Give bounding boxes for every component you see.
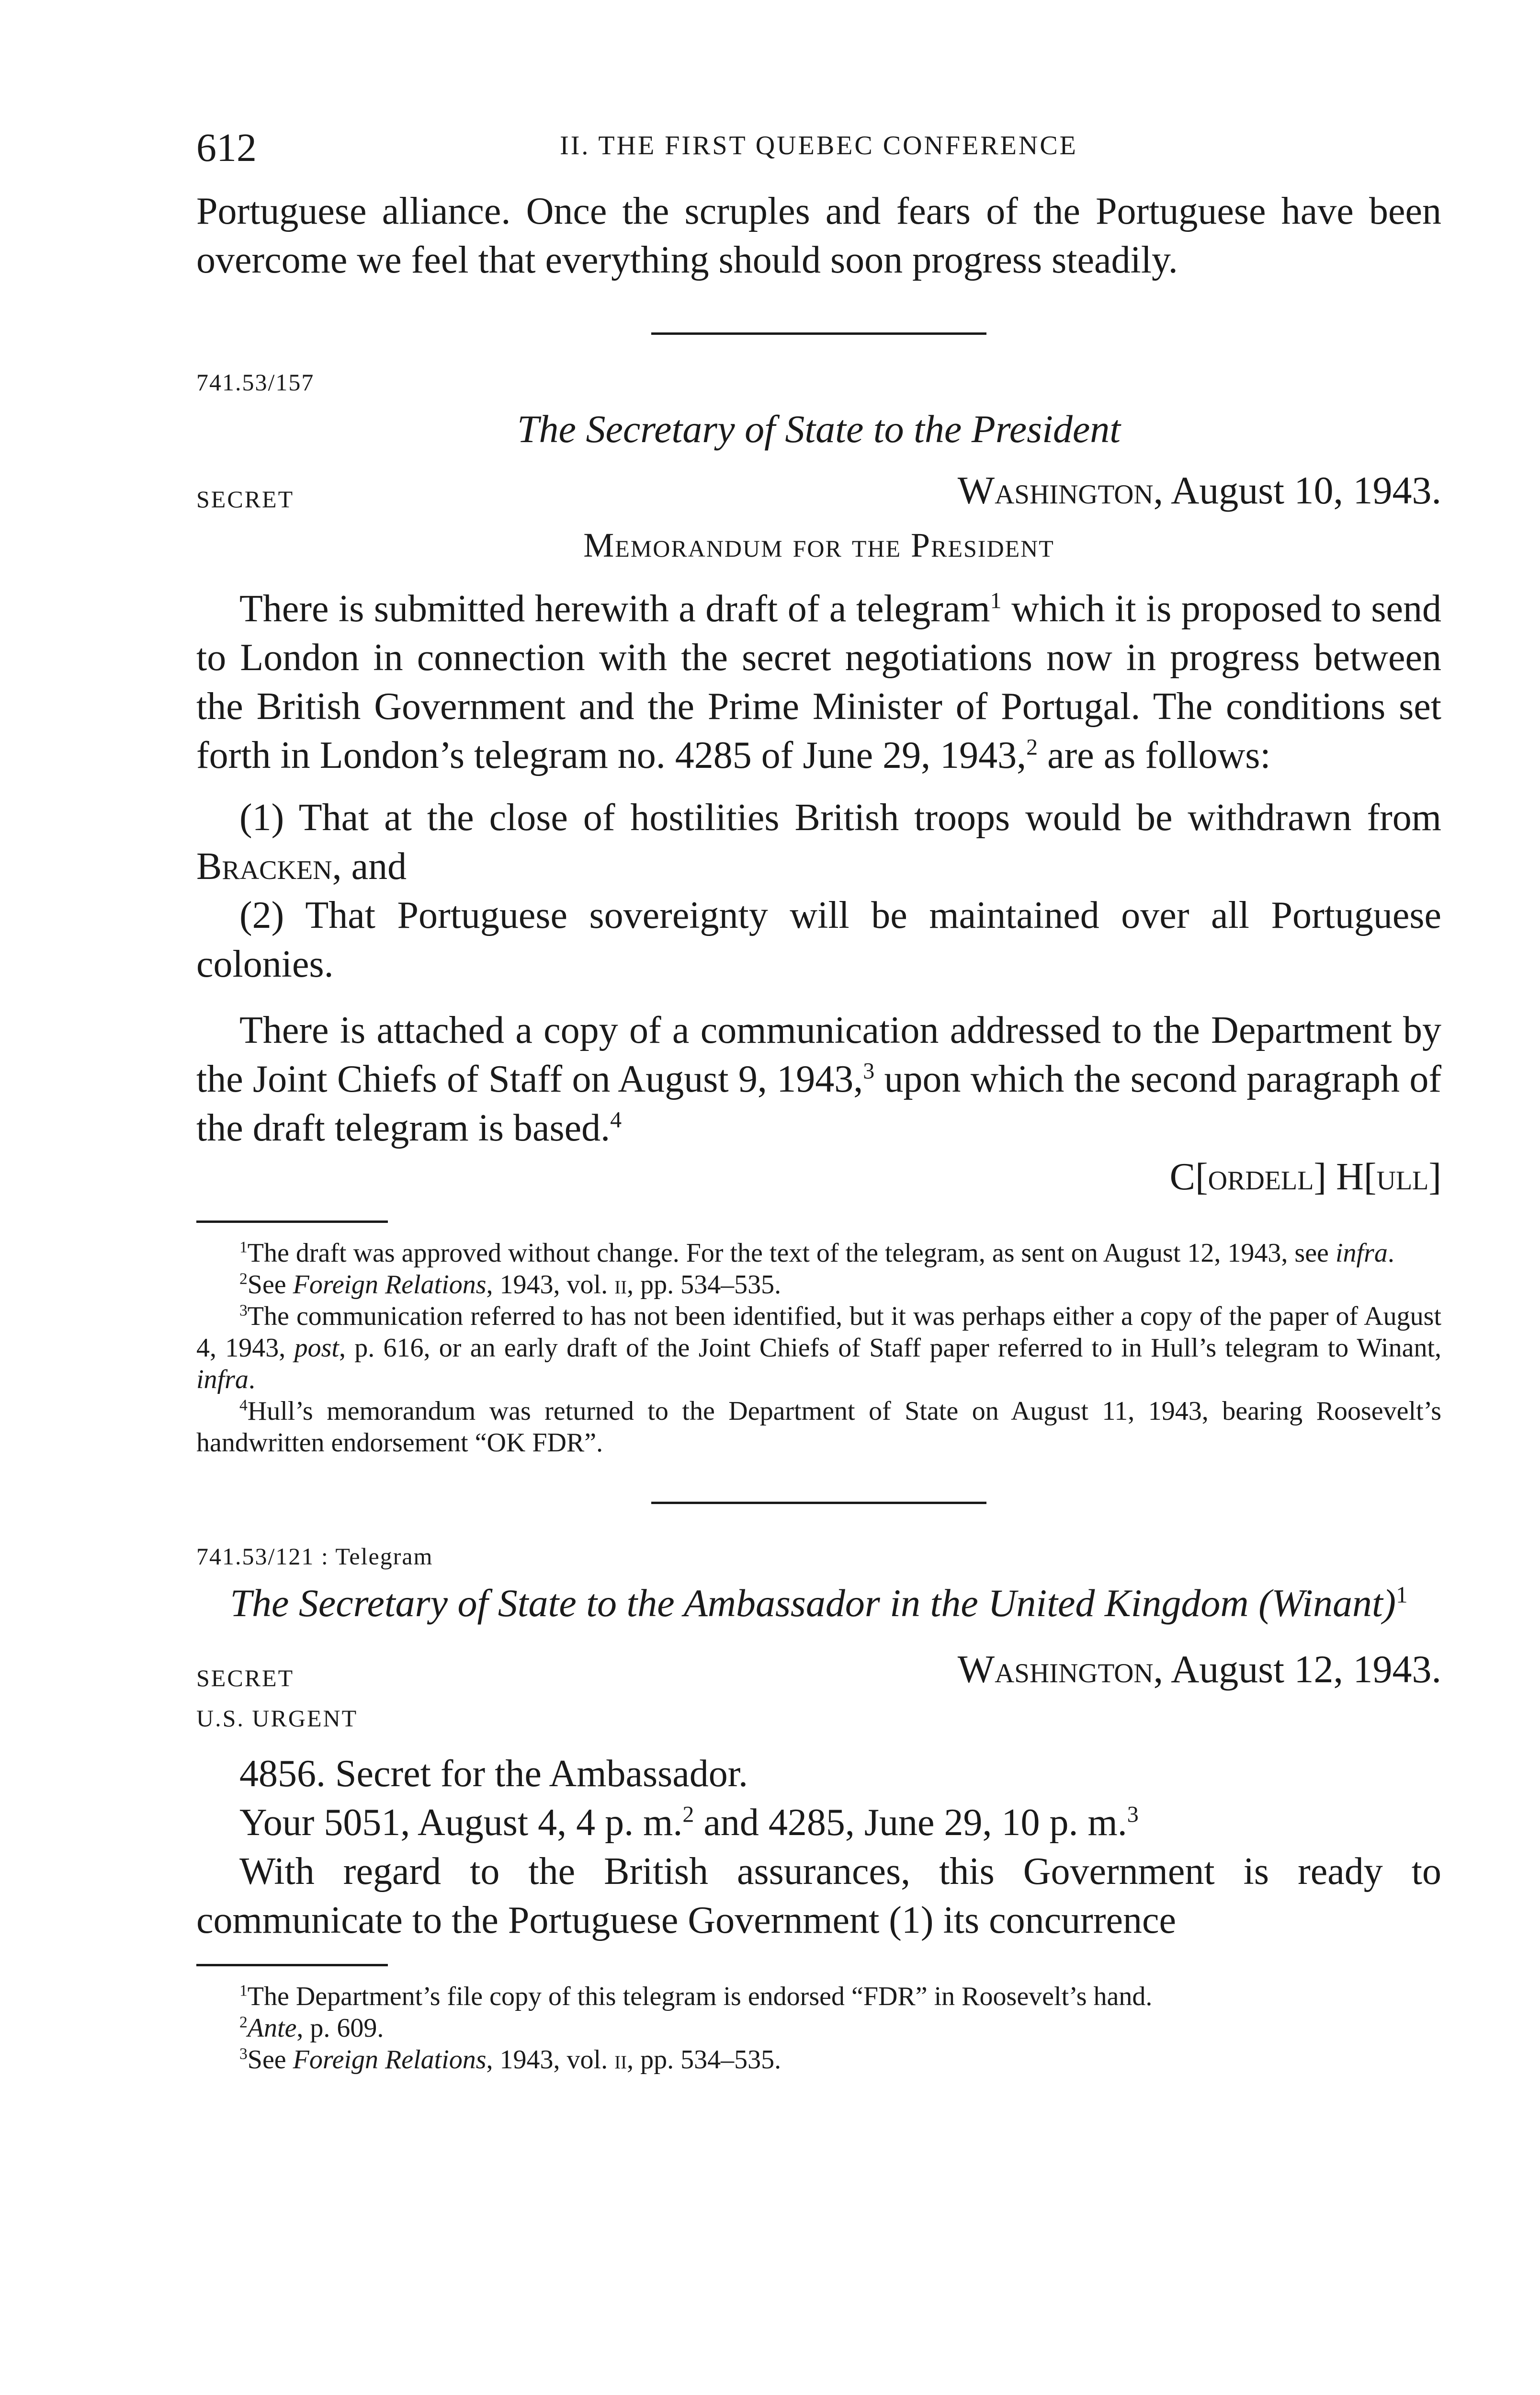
footnote-number: 1: [239, 1982, 248, 2000]
dateline: [196, 468, 1441, 521]
text-run: ii: [614, 2045, 627, 2075]
text-run: infra: [196, 1365, 249, 1394]
text-run: , pp. 534–535.: [627, 2045, 781, 2075]
text-run: ]: [1428, 1156, 1441, 1198]
text-run: which it is proposed to send to London in connection with the secret negotiations now in progress between the British Government and the Prime Minister of Portugal. The conditions set forth in London’s telegram no. 4285 of June 29, 1943,: [196, 588, 1442, 776]
document-section-1: [196, 368, 1441, 1459]
footnote-number: 2: [239, 2013, 248, 2031]
text-run: and 4285, June 29, 10 p. m.: [694, 1802, 1127, 1844]
text-run: Winant: [1271, 1581, 1383, 1625]
date: , August 12, 1943.: [1153, 1647, 1441, 1691]
footnote-ref: 4: [610, 1107, 622, 1133]
place-date: [958, 468, 1441, 513]
place: Washington: [957, 1647, 1154, 1691]
footnote: [196, 1981, 1441, 2012]
text-run: ordell: [1208, 1156, 1314, 1198]
footnote: [196, 1300, 1441, 1395]
text-run: infra: [1335, 1238, 1388, 1268]
text-run: The draft was approved without change. For the text of the telegram, as sent on August 12, 1943, see: [247, 1238, 1336, 1268]
file-reference: 741.53/157: [196, 369, 315, 396]
classification-label: SECRET: [196, 486, 294, 513]
place-date: [958, 1647, 1441, 1692]
text-run: upon which the second paragraph of the draft telegram is based.: [196, 1058, 1442, 1149]
text-run: , p. 609.: [296, 2013, 384, 2043]
text-run: are as follows:: [1038, 734, 1271, 776]
footnote-number: 3: [239, 2045, 248, 2063]
text-run: Your 5051, August 4, 4 p. m.: [239, 1802, 683, 1844]
priority-label: U.S. URGENT: [196, 1705, 358, 1732]
footnote: [196, 2012, 1441, 2044]
footnote-number: 3: [239, 1301, 248, 1320]
text-run: , p. 616, or an early draft of the Joint Chiefs of Staff paper referred to in Hull’s telegram to Winant,: [339, 1333, 1442, 1363]
text-run: There is attached a copy of a communication addressed to the Department by the Joint Chiefs of Staff on August 9, 1943,: [196, 1009, 1441, 1100]
footnote-ref: 3: [1127, 1802, 1139, 1827]
telegram-line: 4856. Secret for the Ambassador.: [239, 1753, 748, 1795]
footnote: [196, 1269, 1441, 1300]
document-section-2: [196, 1542, 1441, 2076]
text-run: The Secretary of State to the Ambassador in the United Kingdom (: [230, 1581, 1272, 1625]
footnote-number: 4: [239, 1396, 248, 1414]
text-run: C[: [1169, 1156, 1208, 1198]
codename: Bracken: [196, 845, 332, 888]
text-run: Ante: [247, 2013, 297, 2043]
section-divider: [651, 332, 986, 335]
footnote-ref: 2: [1026, 734, 1038, 760]
text-run: (1) That at the close of hostilities British troops would be withdrawn from: [239, 797, 1441, 839]
footnote-ref: 1: [1396, 1581, 1408, 1608]
text-run: ull: [1376, 1156, 1429, 1198]
footnote-number: 2: [239, 1270, 248, 1288]
running-title: II. THE FIRST QUEBEC CONFERENCE: [560, 131, 1078, 160]
text-run: post: [294, 1333, 339, 1363]
text-run: See: [247, 2045, 293, 2075]
footnote-ref: 2: [682, 1802, 694, 1827]
footnotes: [196, 1237, 1441, 1459]
text-run: , and: [332, 845, 407, 888]
text-run: , pp. 534–535.: [627, 1270, 781, 1300]
intro-paragraph: Portuguese alliance. Once the scruples and fears of the Portuguese have been overcome we feel that everything should soon progress steadily.: [196, 190, 1441, 281]
text-run: There is submitted herewith a draft of a telegram: [239, 588, 990, 630]
place: Washington: [957, 468, 1154, 512]
footnotes: [196, 1981, 1441, 2076]
footnote: [196, 1237, 1441, 1269]
telegram-line: [196, 1798, 1441, 1847]
footnote: [196, 1395, 1441, 1459]
footnote-rule: [196, 1964, 388, 1966]
text-run: Foreign Relations: [293, 2045, 487, 2075]
section-divider: [651, 1502, 986, 1504]
telegram-paragraph: With regard to the British assurances, this Government is ready to communicate to the Portuguese Government (1) its concurrence: [196, 1850, 1441, 1941]
text-run: The Department’s file copy of this telegram is endorsed “FDR” in Roosevelt’s hand.: [247, 1982, 1153, 2011]
file-reference: 741.53/121 : Telegram: [196, 1543, 433, 1570]
document-page: [196, 115, 1441, 2076]
footnote-ref: 3: [863, 1058, 875, 1084]
running-header: [196, 115, 1441, 172]
memo-paragraph: [196, 584, 1441, 780]
footnote-ref: 1: [990, 588, 1002, 614]
text-run: , 1943, vol.: [486, 1270, 615, 1300]
text-run: Foreign Relations: [293, 1270, 487, 1300]
text-run: ii: [614, 1270, 627, 1300]
text-run: ] H[: [1314, 1156, 1377, 1198]
document-title: [196, 1579, 1441, 1628]
memo-heading: Memorandum for the President: [583, 526, 1054, 564]
text-run: See: [247, 1270, 293, 1300]
text-run: Hull’s memorandum was returned to the Department of State on August 11, 1943, bearing Roosevelt’s handwritten endorsement “OK FDR”.: [196, 1396, 1441, 1458]
text-run: The communication referred to has not been identified, but it was perhaps either a copy of the paper of August 4, 1943,: [196, 1301, 1441, 1363]
condition-item-2: (2) That Portuguese sovereignty will be maintained over all Portuguese colonies.: [196, 894, 1441, 985]
memo-paragraph: [196, 1006, 1441, 1152]
condition-item-1: [196, 793, 1441, 891]
dateline: [196, 1647, 1441, 1699]
footnote: [196, 2044, 1441, 2076]
classification-label: SECRET: [196, 1665, 294, 1691]
text-run: .: [248, 1365, 255, 1394]
footnote-number: 1: [239, 1238, 248, 1256]
signature: [196, 1152, 1441, 1201]
text-run: .: [1387, 1238, 1394, 1268]
text-run: ): [1382, 1581, 1396, 1625]
date: , August 10, 1943.: [1153, 468, 1441, 512]
document-title: The Secretary of State to the President: [517, 407, 1121, 451]
page-number: 612: [196, 125, 257, 170]
footnote-rule: [196, 1220, 388, 1223]
text-run: , 1943, vol.: [486, 2045, 615, 2075]
